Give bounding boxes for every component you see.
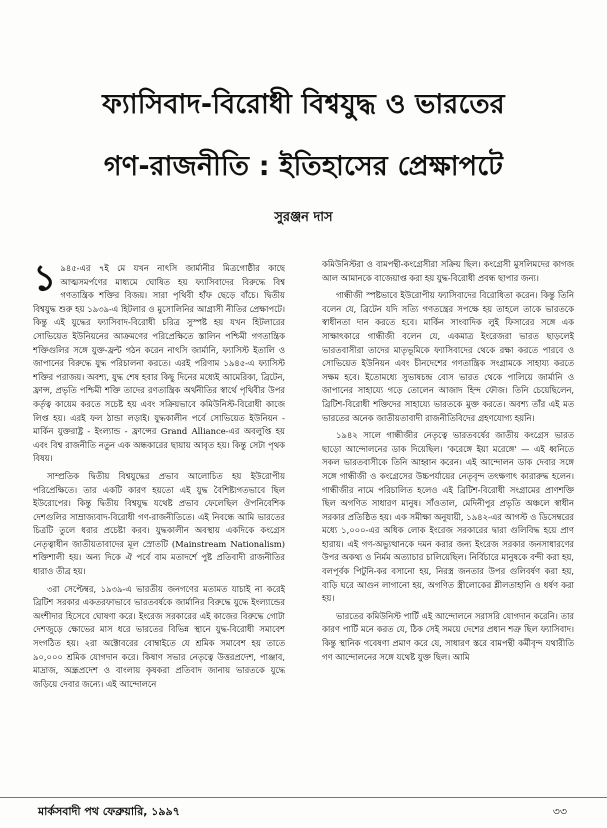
article-title-line-2: গণ-রাজনীতি : ইতিহাসের প্রেক্ষাপটে [103,151,504,182]
paragraph: গান্ধীজী স্পষ্টভাবে ইউরোপীয় ফ্যাসিবাদের বিরোধিতা করেন। কিন্তু তিনি বলেন যে, ব্রিটেন যদি সত্যি গণতন্ত্রের সপক্ষে হয় তাহলে তাকে ভারতকে স্বাধীনতা দান করতে হবে। মার্কিন সাংবাদিক লুই ফিসারের সঙ্গে এক সাক্ষাৎকারে গান্ধীজী বলেন যে, একমাত্র ইংরেজরা ভারত ছাড়লেই ভারতবাসীরা তাদের মাতৃভূমিকে ফ্যাসিবাদের থেকে রক্ষা করতে পারবে ও সোভিয়েত ইউনিয়ন এবং চীনদেশের গণতান্ত্রিক সংগ্রামকে সাহায্য করতে সক্ষম হবে। ইতোমধ্যে সুভাষচন্দ্র বোস ভারত থেকে পালিয়ে জার্মানি ও জাপানের সাহায্যে গড়ে তোলেন আজাদ হিন্দ ফৌজ। তিনি চেয়েছিলেন, ব্রিটিশ-বিরোধী শক্তিদের সাহায্যে ভারতকে মুক্ত করতে। অবশ্য তাঁর এই মত ভারতের অনেক জাতীয়তাবাদী রাজনীতিবিদের গ্রহণযোগ্য হয়নি। [322,290,574,423]
article-title-line-1: ফ্যাসিবাদ-বিরোধী বিশ্বযুদ্ধ ও ভারতের [102,89,505,120]
paragraph: ১ ৯৪৫-এর ৭ই মে যখন নাৎসি জার্মানীর মিত্রগোষ্ঠীর কাছে আত্মসমর্পণের মাধ্যমে ঘোষিত হয় ফ্যাসিবাদের বিরুদ্ধে বিশ্ব গণতান্ত্রিক শক্তির বিজয়। সারা পৃথিবী হাঁফ ছেড়ে বাঁচে। দ্বিতীয় বিশ্বযুদ্ধ শুরু হয় ১৯৩৯-এ হিটলার ও মুসোলিনির আগ্রাসী নীতির প্রেক্ষাপটে। কিন্তু এই যুদ্ধের ফ্যাসিবাদ-বিরোধী চরিত্র সুস্পষ্ট হয় যখন হিটলারের সোভিয়েত ইউনিয়নের আক্রমণের পরিপ্রেক্ষিতে স্তালিন পশ্চিমী গণতান্ত্রিক শক্তিগুলির সঙ্গে যুক্ত-ফ্রন্ট গঠন করেন নাৎসি জার্মানি, ফ্যাসিস্ট ইতালি ও জাপানের বিরুদ্ধে যুদ্ধ পরিচালনা করতে। এরই পরিণাম ১৯৪৫-এ ফ্যাসিস্ট শক্তির পরাজয়। অবশ্য, যুদ্ধ শেষ হবার কিছু দিনের মধ্যেই আমেরিকা, ব্রিটেন, ফ্রান্স, প্রভৃতি পশ্চিমী শক্তি তাদের রণতান্ত্রিক অর্থনীতির স্বার্থে পৃথিবীর উপর কর্তৃত্ব কায়েম করতে সচেষ্ট হয় এবং সক্রিয়ভাবে কমিউনিস্ট-বিরোধী কাজে লিপ্ত হয়। এরই ফল ঠান্ডা লড়াই। যুদ্ধকালীন পর্বে সোভিয়েত ইউনিয়ন - মার্কিন যুক্তরাষ্ট্র - ইংল্যান্ড - ফ্রান্সের Grand Alliance-এর অবলুপ্তি হয় এবং বিশ্ব রাজনীতি নতুন এক অন্ধকারের ছায়ায় আবৃত হয়। কিন্তু সেটা পৃথক বিষয়। [33,262,285,464]
paragraph: ভারতের কমিউনিস্ট পার্টি এই আন্দোলনে সরাসরি যোগদান করেনি। তার কারণ পার্টি মনে করত যে, ঠিক সেই সময়ে দেশের প্রধান শত্রু ছিল ফ্যাসিবাদ। কিন্তু স্থানিক গবেষণা প্রমাণ করে যে, সাধারণ স্তরে বামপন্থী কর্মীবৃন্দ যথারীতি গণ আন্দোলনের সঙ্গে যথেষ্ট যুক্ত ছিল। আমি [322,610,574,662]
author-name: সুরঞ্জন দাস [274,210,333,225]
paragraph: ১৯৪২ সালে গান্ধীজীর নেতৃত্বে ভারতবর্ষের জাতীয় কংগ্রেস ভারত ছাড়ো আন্দোলনের ডাক দিয়েছিল। 'করেঙ্গে ইয়া মরেঙ্গে' — এই ধ্বনিতে সকল ভারতবাসীকে তিনি আহ্বান করেন। এই আন্দোলন ডাক দেবার সঙ্গে সঙ্গে গান্ধীজী ও কংগ্রেসের উচ্চপর্যায়ের নেতৃবৃন্দ তৎক্ষণাৎ কারারুদ্ধ হলেন। গান্ধীজীর নামে পরিচালিত হলেও এই ব্রিটিশ-বিরোধী সংগ্রামের প্রাণশক্তি ছিল অগণিত সাধারণ মানুষ। সাঁওতাল, মেদিনীপুর প্রভৃতি অঞ্চলে স্বাধীন সরকার প্রতিষ্ঠিত হয়। এক সমীক্ষা অনুযায়ী, ১৯৪২-এর আগস্ট ও ডিসেম্বরের মধ্যে ১,০০০-এর অধিক লোক ইংরেজ সরকারের দ্বারা গুলিবিদ্ধ হয়ে প্রাণ হারায়। এই গণ-অভ্যুত্থানকে দমন করার জন্য ইংরেজ সরকার জনসাধারণের উপর অকথ্য ও নির্মম অত্যাচার চালিয়েছিল। নির্বিচারে মানুষকে বন্দী করা হয়, বলপূর্বক পিটুনি-কর বসানো হয়, নিরস্ত্র জনতার উপর গুলিবর্ষণ করা হয়, বাড়ি ঘরে আগুন লাগানো হয়, অগণিত স্ত্রীলোকের শ্লীলতাহানি ও ধর্ষণ করা হয়। [322,430,574,604]
journal-name: মার্কসবাদী পথ ফেব্রুয়ারি, ১৯৯৭ [38,805,180,818]
left-column [33,262,285,820]
paragraph: সাম্প্রতিক দ্বিতীয় বিশ্বযুদ্ধের প্রভাব আলোচিত হয় ইউরোপীয় পরিপ্রেক্ষিতে। তার একটি কারণ হয়তো এই যুদ্ধ বৈশিষ্ট্যগতভাবে ছিল ইউরোপের। কিন্তু দ্বিতীয় বিশ্বযুদ্ধ যথেষ্ট প্রভাব ফেলেছিল ঔপনিবেশিক দেশগুলির সাম্রাজ্যবাদ-বিরোধী গণ-রাজনীতিতে। এই নিবন্ধে আমি ভারতের চিত্রটি তুলে ধরার প্রচেষ্টা করব। যুদ্ধকালীন অবস্থায় একদিকে কংগ্রেস নেতৃত্বাধীন জাতীয়তাবাদের মূল স্রোতটি (Mainstream Nationalism) শক্তিশালী হয়। অন্য দিকে ঐ পর্বে বাম মতাদর্শে পুষ্ট প্রতিবাদী রাজনীতির ধারাও তীব্র হয়। [33,470,285,577]
paragraph: ৩রা সেপ্টেম্বর, ১৯৩৯-এ ভারতীয় জনগণের মতামত যাচাই না করেই ব্রিটিশ সরকার একতরফাভাবে ভারতবর্ষকে জার্মানির বিরুদ্ধে যুদ্ধে ইংল্যান্ডের অংশীদার হিসেবে ঘোষণা করে। ইংরেজ সরকারের এই কাজের বিরুদ্ধে গোটা দেশজুড়ে ক্ষোভের মাস ধরে ভারতের বিভিন্ন স্থানে যুদ্ধ-বিরোধী সমাবেশ সংগঠিত হয়। ২রা অক্টোবরের বোম্বাইতে যে শ্রমিক সমাবেশ হয় তাতে ৯০,০০০ শ্রমিক যোগদান করে। কিষাণ সভার নেতৃত্বে উত্তরপ্রদেশ, পাঞ্জাব, মাদ্রাজ, অন্ধ্রপ্রদেশ ও বাংলায় কৃষকরা প্রতিবাদ জানায় ভারতকে যুদ্ধে জড়িয়ে দেবার জন্যে। এই আন্দোলনে [33,583,285,689]
drop-cap: ১ [33,262,57,299]
page-number: ৩৩ [552,805,567,818]
right-column [322,258,574,816]
page-footer [0,797,607,828]
paragraph: কমিউনিস্টরা ও বামপন্থী-কংগ্রেসীরা সক্রিয় ছিল। কংগ্রেসী মুসলিমদের কাগজ আল আমানকে বাজেয়াপ্ত করা হয় যুদ্ধ-বিরোধী প্রবন্ধ ছাপার জন্য। [322,259,574,283]
